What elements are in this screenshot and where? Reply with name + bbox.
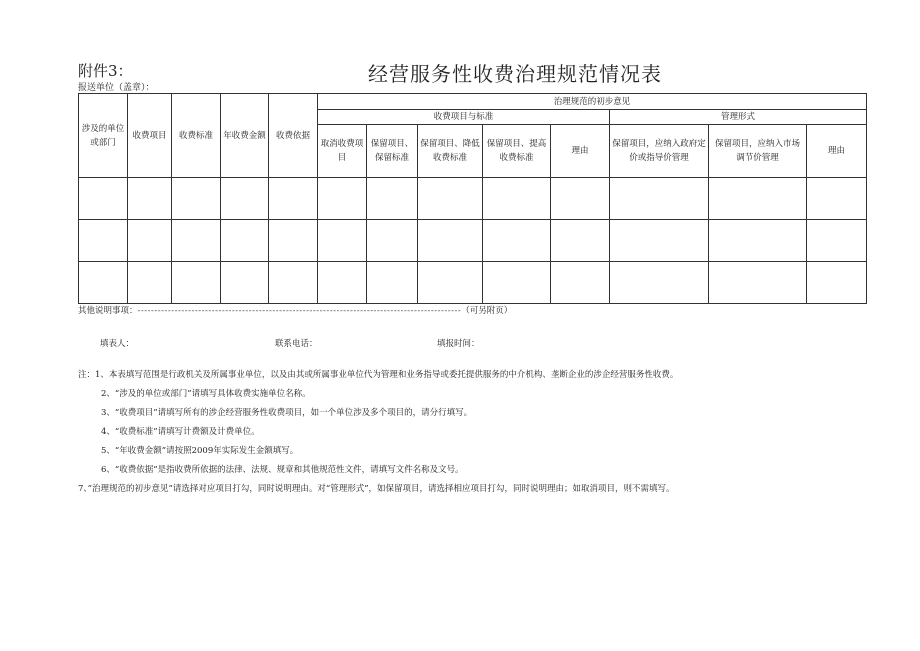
fee-governance-table (78, 93, 867, 304)
date-label: 填报时间： (437, 339, 480, 349)
table-row (79, 262, 867, 304)
table-cell[interactable] (269, 262, 318, 304)
col-header-gov-pricing: 保留项目，应纳入政府定价或指导价管理 (610, 125, 709, 178)
table-cell[interactable] (483, 262, 551, 304)
table-cell[interactable] (269, 220, 318, 262)
note-1: 注：1、本表填写范围是行政机关及所属事业单位，以及由其或所属事业单位代为管理和业务指导或委托提供服务的中介机构、垄断企业的涉企经营服务性收费。 (78, 370, 679, 380)
col-header-fee-standard: 收费标准 (172, 94, 221, 178)
other-notes-dashes[interactable]: ------------------------------------------------------------------------------------------------ (137, 306, 462, 316)
table-row (79, 220, 867, 262)
table-cell[interactable] (418, 178, 483, 220)
table-cell[interactable] (221, 178, 269, 220)
table-cell[interactable] (367, 220, 418, 262)
table-cell[interactable] (318, 178, 367, 220)
phone-label: 联系电话： (275, 339, 318, 349)
table-cell[interactable] (610, 178, 709, 220)
note-3: 3、“收费项目”请填写所有的涉企经营服务性收费项目，如一个单位涉及多个项目的，请分行填写。 (101, 408, 473, 418)
table-cell[interactable] (551, 220, 610, 262)
table-cell[interactable] (483, 220, 551, 262)
other-notes-suffix: （可另附页） (461, 306, 513, 316)
table-cell[interactable] (709, 178, 807, 220)
filler-label: 填表人： (100, 339, 135, 349)
table-cell[interactable] (221, 220, 269, 262)
col-header-fee-item: 收费项目 (128, 94, 172, 178)
col-header-keep-higher: 保留项目、提高收费标准 (483, 125, 551, 178)
table-cell[interactable] (318, 220, 367, 262)
col-header-keep-same: 保留项目、保留标准 (367, 125, 418, 178)
table-cell[interactable] (367, 178, 418, 220)
table-cell[interactable] (709, 220, 807, 262)
table-cell[interactable] (483, 178, 551, 220)
subgroup-header-management-form: 管理形式 (610, 110, 867, 125)
group-header-opinion: 治理规范的初步意见 (318, 94, 867, 110)
note-6: 6、“收费依据”是指收费所依据的法律、法规、规章和其他规范性文件，请填写文件名称及文号。 (101, 465, 464, 475)
subgroup-header-items-standards: 收费项目与标准 (318, 110, 610, 125)
table-cell[interactable] (128, 262, 172, 304)
col-header-annual-amount: 年收费金额 (221, 94, 269, 178)
table-cell[interactable] (128, 220, 172, 262)
note-4: 4、“收费标准”请填写计费额及计费单位。 (101, 427, 260, 437)
other-notes-label: 其他说明事项： (78, 306, 138, 316)
table-cell[interactable] (807, 220, 867, 262)
table-cell[interactable] (610, 262, 709, 304)
table-cell[interactable] (807, 178, 867, 220)
table-cell[interactable] (318, 262, 367, 304)
col-header-market-pricing: 保留项目，应纳入市场调节价管理 (709, 125, 807, 178)
col-header-keep-lower: 保留项目、降低收费标准 (418, 125, 483, 178)
col-header-fee-basis: 收费依据 (269, 94, 318, 178)
header-row-1 (79, 94, 867, 110)
col-header-reason-2: 理由 (807, 125, 867, 178)
table-cell[interactable] (709, 262, 807, 304)
table-cell[interactable] (418, 220, 483, 262)
table-cell[interactable] (79, 178, 128, 220)
note-5: 5、“年收费金额”请按照2009年实际发生金额填写。 (101, 446, 299, 456)
table-cell[interactable] (172, 220, 221, 262)
col-header-cancel: 取消收费项目 (318, 125, 367, 178)
table-row (79, 178, 867, 220)
table-cell[interactable] (610, 220, 709, 262)
note-2: 2、“涉及的单位或部门”请填写具体收费实施单位名称。 (101, 389, 311, 399)
table-cell[interactable] (807, 262, 867, 304)
table-cell[interactable] (367, 262, 418, 304)
attachment-label: 附件3： (78, 62, 133, 80)
table-cell[interactable] (551, 178, 610, 220)
table-cell[interactable] (172, 178, 221, 220)
table-cell[interactable] (79, 220, 128, 262)
table-cell[interactable] (128, 178, 172, 220)
document-title: 经营服务性收费治理规范情况表 (368, 62, 662, 86)
col-header-unit: 涉及的单位或部门 (79, 94, 128, 178)
other-notes-line (78, 304, 512, 316)
table-cell[interactable] (269, 178, 318, 220)
table-cell[interactable] (221, 262, 269, 304)
note-7: 7、”治理规范的初步意见”请选择对应项目打勾，同时说明理由。对“管理形式”，如保留项目，请选择相应项目打勾，同时说明理由；如取消项目，则不需填写。 (78, 484, 675, 494)
table-cell[interactable] (79, 262, 128, 304)
submitting-unit-label: 报送单位（盖章）： (78, 83, 155, 93)
table-cell[interactable] (551, 262, 610, 304)
table-cell[interactable] (172, 262, 221, 304)
col-header-reason-1: 理由 (551, 125, 610, 178)
table-cell[interactable] (418, 262, 483, 304)
